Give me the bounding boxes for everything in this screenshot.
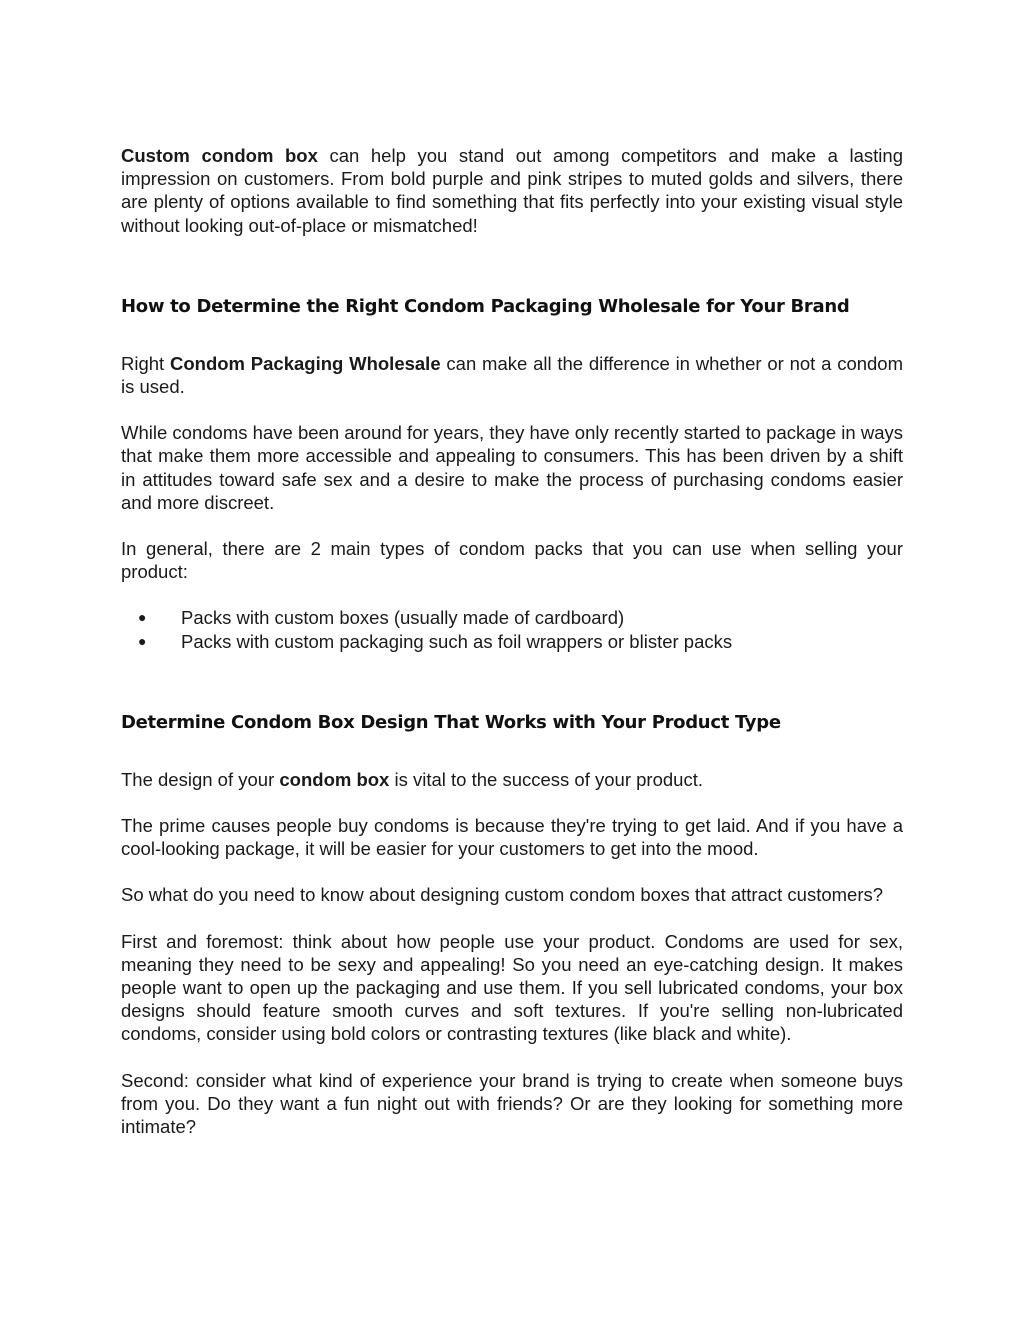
question-paragraph: So what do you need to know about designing custom condom boxes that attract customers? (121, 884, 884, 906)
list-item: ● Packs with custom boxes (usually made of cardboard) (121, 606, 903, 629)
pack-types-paragraph: In general, there are 2 main types of condom packs that you can use when selling your product: (121, 538, 903, 583)
keyword-condom-box: condom box (279, 768, 390, 790)
list-item: ● Packs with custom packaging such as foil wrappers or blister packs (121, 630, 903, 653)
design-pre-text: The design of your (121, 768, 280, 790)
keyword-condom-packaging-wholesale: Condom Packaging Wholesale (169, 352, 441, 374)
wholesale-paragraph (121, 352, 903, 398)
first-point-paragraph: First and foremost: think about how people use your product. Condoms are used for sex, meaning they need to be sexy and appealing! So you need an eye-catching design. It makes people want to open up the packaging and use them. If you sell lubricated condoms, your box designs should feature smooth curves and soft textures. If you're selling non-lubricated condoms, consider using bold colors or contrasting textures (like black and white). (121, 930, 903, 1045)
document-page (121, 144, 903, 1138)
intro-paragraph (121, 144, 903, 237)
keyword-custom-condom-box: Custom condom box (121, 145, 318, 166)
design-intro-paragraph (121, 768, 903, 791)
section-heading-box-design: Determine Condom Box Design That Works with Your Product Type (121, 711, 781, 733)
history-paragraph: While condoms have been around for years, they have only recently started to package in ways that make them more accessible and appealing to consumers. This has been driven by a shift in attitudes toward safe sex and a desire to make the process of purchasing condoms easier and more discreet. (121, 422, 903, 513)
intro-text: can help you stand out among competitors and make a lasting impression on customers. From bold purple and pink stripes to muted golds and silvers, there are plenty of options available to find something that fits perfectly into your existing visual style without looking out-of-place or mismatched! (121, 145, 903, 236)
wholesale-text: can make all the difference in whether or not a condom is used. (121, 352, 904, 398)
pack-types-list (121, 606, 903, 652)
design-text: is vital to the success of your product. (389, 768, 703, 790)
prime-causes-paragraph: The prime causes people buy condoms is because they're trying to get laid. And if you have a cool-looking package, it will be easier for your customers to get into the mood. (121, 815, 903, 860)
section-heading-packaging-wholesale: How to Determine the Right Condom Packaging Wholesale for Your Brand (121, 295, 850, 317)
wholesale-pre-text: Right (121, 352, 170, 374)
second-point-paragraph: Second: consider what kind of experience your brand is trying to create when someone buys from you. Do they want a fun night out with friends? Or are they looking for something more intimate? (121, 1069, 903, 1138)
